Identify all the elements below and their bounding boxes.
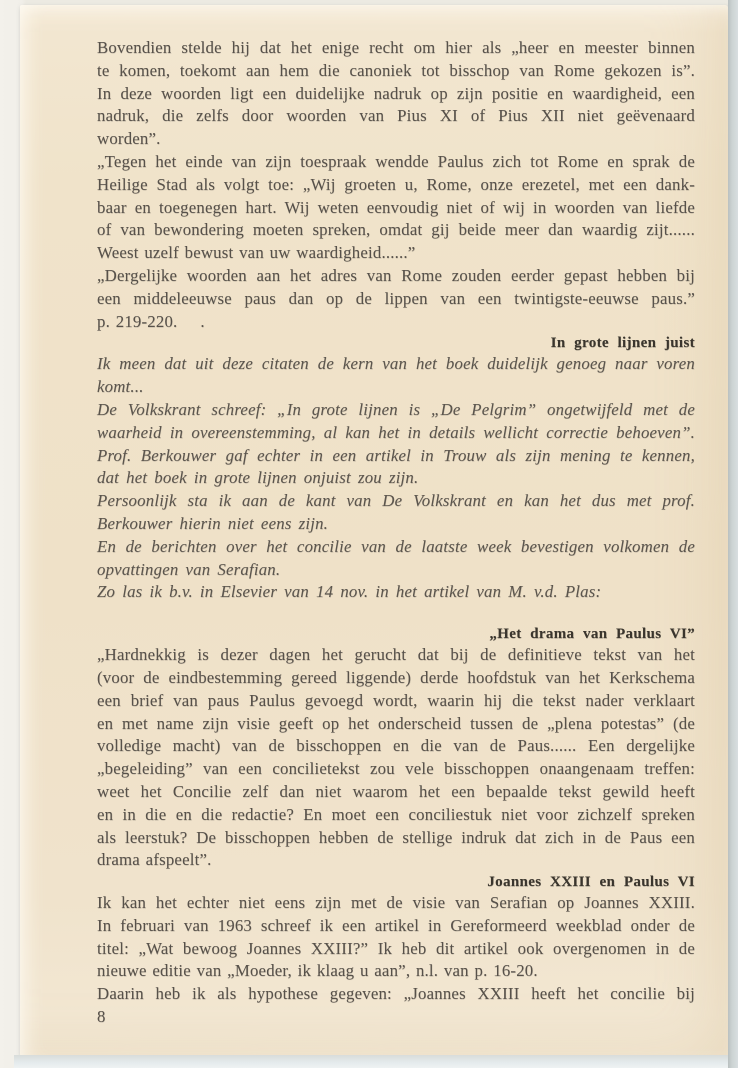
text-line: en in die en die redactie? En moet een conciliestuk niet voor zichzelf spreken xyxy=(97,804,695,824)
text-line: In februari van 1963 schreef ik een artikel in Gereformeerd weekblad onder de xyxy=(97,915,695,935)
text-line: te komen, toekomt aan hem die canoniek tot bisschop van Rome gekozen is”. xyxy=(97,60,695,80)
text-line: „begeleiding” van een concilietekst zou vele bisschoppen onaangenaam treffen: xyxy=(97,759,695,779)
text-line: Heilige Stad als volgt toe: „Wij groeten u, Rome, onze erezetel, met een dank- xyxy=(97,174,695,194)
text-line: nieuwe editie van „Moeder, ik klaag u aan”, n.l. van p. 16-20. xyxy=(97,961,538,981)
scan-margin-right xyxy=(728,0,738,1068)
text-line: „Tegen het einde van zijn toespraak wendde Paulus zich tot Rome en sprak de xyxy=(97,151,695,171)
text-line: Berkouwer hierin niet eens zijn. xyxy=(97,513,329,533)
paragraph xyxy=(97,892,695,1006)
text-line: een middeleeuwse paus dan op de lippen van een twintigste-eeuwse paus.” xyxy=(97,288,695,308)
text-line: als leerstuk? De bisschoppen hebben de stellige indruk dat zich in de Paus een xyxy=(97,827,695,847)
text-line: En de berichten over het concilie van de laatste week bevestigen volkomen de xyxy=(97,536,695,556)
section-heading: In grote lijnen juist xyxy=(550,335,695,352)
text-line: p. 219-220. . xyxy=(97,311,205,331)
scan-margin-bottom xyxy=(14,1055,728,1068)
paragraph xyxy=(97,353,695,604)
text-line: „Dergelijke woorden aan het adres van Rome zouden eerder gepast hebben bij xyxy=(97,265,695,285)
text-line: Daarin heb ik als hypothese gegeven: „Joannes XXIII heeft het concilie bij xyxy=(97,984,695,1004)
page-number: 8 xyxy=(97,1007,106,1027)
text-line: „Hardnekkig is dezer dagen het gerucht dat bij de definitieve tekst van het xyxy=(97,645,695,665)
text-line: drama afspeelt”. xyxy=(97,850,212,870)
text-line: dat het boek in grote lijnen onjuist zou zijn. xyxy=(97,468,419,488)
paragraph xyxy=(97,37,695,151)
text-line: volledige macht) van de bisschoppen en die van de Paus...... Een dergelijke xyxy=(97,736,695,756)
text-line: komt... xyxy=(97,377,144,397)
text-line: of van bewondering moeten spreken, omdat gij beide meer dan waardig zijt...... xyxy=(97,220,695,240)
text-line: Ik kan het echter niet eens zijn met de visie van Serafian op Joannes XXIII. xyxy=(97,893,695,913)
text-line: Weest uzelf bewust van uw waardigheid......” xyxy=(97,243,416,263)
text-column xyxy=(97,37,695,1029)
text-line: en met name zijn visie geeft op het onderscheid tussen de „plena potestas” (de xyxy=(97,713,695,733)
text-line: Zo las ik b.v. in Elsevier van 14 nov. in het artikel van M. v.d. Plas: xyxy=(97,582,602,602)
text-line: opvattingen van Serafian. xyxy=(97,559,281,579)
text-line: nadruk, die zelfs door woorden van Pius XI of Pius XII niet geëvenaard xyxy=(97,106,695,126)
text-line: (voor de eindbestemming gereed liggende) derde hoofdstuk van het Kerkschema xyxy=(97,667,695,687)
text-line: baar en toegenegen hart. Wij weten eenvoudig niet of wij in woorden van liefde xyxy=(97,197,695,217)
text-line: Prof. Berkouwer gaf echter in een artikel in Trouw als zijn mening te kennen, xyxy=(97,445,695,465)
text-line: waarheid in overeenstemming, al kan het in details wellicht correctie behoeven”. xyxy=(97,422,695,442)
text-line: In deze woorden ligt een duidelijke nadruk op zijn positie en waardigheid, een xyxy=(97,83,695,103)
text-line: een brief van paus Paulus gevoegd wordt, waarin hij die tekst nader verklaart xyxy=(97,690,695,710)
text-line: Bovendien stelde hij dat het enige recht om hier als „heer en meester binnen xyxy=(97,38,695,57)
text-line: Ik meen dat uit deze citaten de kern van het boek duidelijk genoeg naar voren xyxy=(97,354,695,374)
section-heading: Joannes XXIII en Paulus VI xyxy=(487,874,695,891)
text-line: titel: „Wat bewoog Joannes XXIII?” Ik heb dit artikel ook overgenomen in de xyxy=(97,938,695,958)
paragraph xyxy=(97,151,695,265)
text-line: worden”. xyxy=(97,129,161,149)
text-line: weet het Concilie zelf dan niet waarom het een bepaalde tekst gewild heeft xyxy=(97,781,695,801)
paragraph xyxy=(97,644,695,872)
paragraph xyxy=(97,265,695,333)
text-line: Persoonlijk sta ik aan de kant van De Volkskrant en kan het dus met prof. xyxy=(97,491,695,511)
text-line: De Volkskrant schreef: „In grote lijnen is „De Pelgrim” ongetwijfeld met de xyxy=(97,399,695,419)
section-heading: „Het drama van Paulus VI” xyxy=(489,626,695,643)
